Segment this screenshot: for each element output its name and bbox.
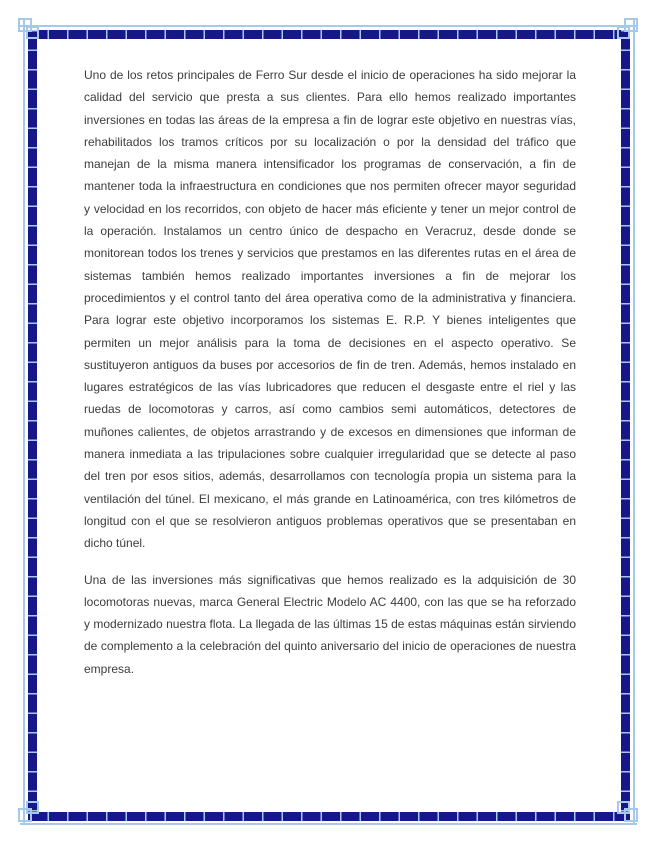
border-rule-top [20,25,637,27]
border-band-left [28,30,37,821]
border-band-right [621,30,630,821]
border-rule-bottom [20,823,637,825]
border-band-top [28,30,630,39]
border-corner-ornament-top-right [616,18,638,40]
corner-square-outer [624,808,638,822]
corner-square-inner [26,26,39,39]
paragraph-locomotive-acquisition: Una de las inversiones más significativas que hemos realizado es la adquisición de 30 locomotoras nuevas, marca General Electric Modelo AC 4400, con las que se ha reforzado y modernizado nuestra flota. La llegada de las últimas 15 de estas máquinas están sirviendo de complemento a la celebración del quinto aniversario del inicio de operaciones de nuestra empresa. [84,572,576,676]
paragraph-operations-investments: Uno de los retos principales de Ferro Sur desde el inicio de operaciones ha sido mejorar la calidad del servicio que presta a sus clientes. Para ello hemos realizado importantes inversiones en todas las áreas de la empresa a fin de lograr este objetivo en nuestras vías, rehabilitados los tramos críticos por su localización o por la densidad del tráfico que manejan de la misma manera intensificador los programas de conservación, a fin de mantener toda la infraestructura en condiciones que nos permiten ofrecer mayor seguridad y velocidad en los recorridos, con objeto de hacer más eficiente y tener un mejor control de la operación. Instalamos un centro único de despacho en Veracruz, desde donde se monitorean todos los trenes y servicios que prestamos en las diferentes rutas en el área de sistemas también hemos realizado importantes inversiones a fin de mejorar los procedimientos y el control tanto del área operativa como de la administrativa y financiera. Para lograr este objetivo incorporamos los sistemas E. R.P. Y bienes inteligentes que permiten un mejor análisis para la toma de decisiones en el aspecto operativo. Se sustituyeron antiguos da buses por accesorios de fin de tren. Además, hemos instalado en lugares estratégicos de las vías lubricadores que reducen el desgaste entre el riel y las ruedas de locomotoras y carros, así como cambios semi automáticos, detectores de muñones calientes, de objetos arrastrando y de excesos en dimensiones que informan de manera inmediata a las tripulaciones sobre cualquier irregularidad que se detecte al paso del tren por esos sitios, además, desarrollamos con tecnología propia un sistema para la ventilación del túnel. El mexicano, el más grande en Latinoamérica, con tres kilómetros de longitud con el que se resolvieron antiguos problemas operativos que se presentaban en dicho túnel. [84,68,576,551]
border-rule-left [23,20,25,824]
document-body [84,64,576,694]
border-rule-right [633,20,635,824]
corner-square-outer [18,18,32,32]
corner-square-inner [617,26,630,39]
border-corner-ornament-bottom-right [616,800,638,822]
corner-square-inner [617,801,630,814]
corner-square-inner [26,801,39,814]
border-band-bottom [28,812,630,821]
corner-square-outer [18,808,32,822]
border-corner-ornament-bottom-left [18,800,40,822]
corner-square-outer [624,18,638,32]
border-corner-ornament-top-left [18,18,40,40]
